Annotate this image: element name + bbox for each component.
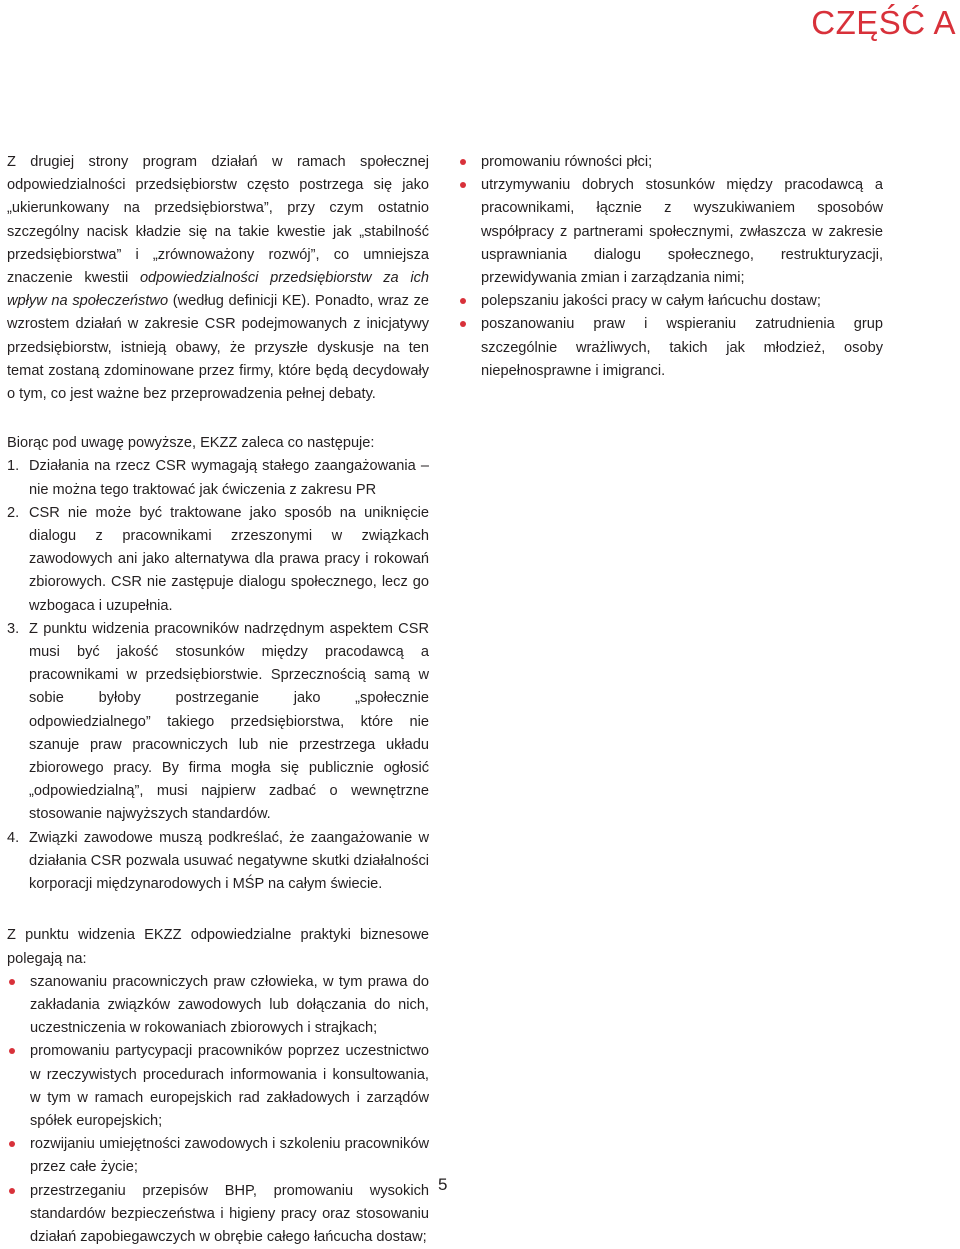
intro-text-part1: Z drugiej strony program działań w ramach społecznej odpowiedzialności przedsiębiorstw często postrzega się jako „ukierunkowany na przedsiębiorstwa”, przy czym ostatnio szczególny nacisk kładzie się na takie kwestie jak „stabilność przedsiębiorstwa” i „zrównoważony rozwój”, co umniejsza znaczenie kwestii	[7, 154, 429, 287]
recommendation-item	[7, 827, 429, 897]
intro-text-part2: (według definicji KE). Ponadto, wraz ze wzrostem działań w zakresie CSR podejmowanych z inicjatywy przedsiębiorstw, istnieją obawy, że przyszłe dyskusje na ten temat zostaną zdominowane przez firmy, które będą decydowały o tym, co jest ważne bez przeprowadzenia pełnej debaty.	[7, 293, 429, 403]
recommendation-item	[7, 618, 429, 827]
recommendation-number: 4.	[7, 829, 20, 846]
bullet-icon	[460, 321, 466, 327]
intro-text-italic: odpowiedzialności przedsiębiorstw za ich wpływ na społeczeństwo	[7, 270, 429, 310]
practices-list-right	[458, 151, 883, 383]
recommendation-text: Z punktu widzenia pracowników nadrzędnym aspektem CSR musi być jakość stosunków między pracodawcą a pracownikami w przedsiębiorstwie. Sprzecznością samą w sobie byłoby postrzeganie jako „społecznie odpowiedzialnego” takiego przedsiębiorstwa, które nie szanuje praw pracowniczych lub nie przestrzega układu zbiorowego pracy. By firma mogła się publicznie ogłosić „odpowiedzialną”, musi najpierw zadbać o wewnętrzne stosowanie najwyższych standardów.	[29, 620, 429, 823]
bullet-icon	[9, 1141, 15, 1147]
recommendation-number: 1.	[7, 458, 20, 475]
practice-text: promowaniu partycypacji pracowników poprzez uczestnictwo w rzeczywistych procedurach informowania i konsultowania, w tym w ramach europejskich rad zakładowych i zarządów spółek europejskich;	[30, 1043, 429, 1129]
practice-text: poszanowaniu praw i wspieraniu zatrudnienia grup szczególnie wrażliwych, takich jak młodzież, osoby niepełnosprawne i imigranci.	[481, 316, 883, 379]
bullet-icon	[9, 1048, 15, 1054]
bullet-icon	[9, 1188, 15, 1194]
practice-text: utrzymywaniu dobrych stosunków między pracodawcą a pracownikami, łącznie z wyszukiwaniem sposobów współpracy z partnerami społecznymi, zwłaszcza w zakresie usprawniania dialogu społecznego, restrukturyzacji, przewidywania zmian i zarządzania nimi;	[481, 177, 883, 287]
practice-item	[7, 1180, 429, 1249]
bullet-icon	[460, 182, 466, 188]
recommendation-text: Związki zawodowe muszą podkreślać, że zaangażowanie w działania CSR pozwala usuwać negatywne skutki działalności korporacji międzynarodowych i MŚP na całym świecie.	[29, 829, 429, 893]
recommendation-text: CSR nie może być traktowane jako sposób na uniknięcie dialogu z pracownikami zrzeszonymi w związkach zawodowych ani jako alternatywa dla prawa pracy i rokowań zbiorowych. CSR nie zastępuje dialogu społecznego, lecz go wzbogaca i uzupełnia.	[29, 504, 429, 614]
recommendation-number: 3.	[7, 620, 20, 637]
intro-paragraph	[7, 151, 429, 406]
recommendation-item	[7, 502, 429, 618]
practice-item	[458, 174, 883, 290]
practice-text: szanowaniu pracowniczych praw człowieka, w tym prawa do zakładania związków zawodowych lub dołączania do nich, uczestniczenia w rokowaniach zbiorowych i strajkach;	[30, 973, 429, 1037]
practice-text: rozwijaniu umiejętności zawodowych i szkoleniu pracowników przez całe życie;	[30, 1136, 429, 1176]
practice-item	[7, 1133, 429, 1179]
recommendation-item	[7, 455, 429, 501]
recommendations-intro: Biorąc pod uwagę powyższe, EKZZ zaleca co następuje:	[7, 435, 375, 452]
bullet-icon	[460, 298, 466, 304]
practice-item	[458, 313, 883, 383]
section-title: CZĘŚĆ A	[811, 4, 956, 41]
practice-item	[7, 1040, 429, 1133]
practice-text: promowaniu równości płci;	[481, 154, 653, 170]
bullet-icon	[9, 979, 15, 985]
practice-item	[458, 151, 883, 174]
right-column	[458, 151, 883, 383]
practice-item	[458, 290, 883, 313]
recommendation-number: 2.	[7, 504, 20, 521]
page-number: 5	[438, 1175, 448, 1194]
recommendations-list	[7, 455, 429, 896]
practice-item	[7, 971, 429, 1041]
bullet-icon	[460, 159, 466, 165]
left-column	[7, 151, 429, 1249]
recommendation-text: Działania na rzecz CSR wymagają stałego zaangażowania – nie można tego traktować jak ćwiczenia z zakresu PR	[29, 458, 429, 498]
practice-text: przestrzeganiu przepisów BHP, promowaniu wysokich standardów bezpieczeństwa i higieny pracy oraz stosowaniu działań zapobiegawczych w obrębie całego łańcucha dostaw;	[30, 1182, 429, 1245]
practices-list-left	[7, 971, 429, 1249]
practice-text: polepszaniu jakości pracy w całym łańcuchu dostaw;	[481, 293, 821, 310]
practices-intro: Z punktu widzenia EKZZ odpowiedzialne praktyki biznesowe polegają na:	[7, 927, 429, 967]
